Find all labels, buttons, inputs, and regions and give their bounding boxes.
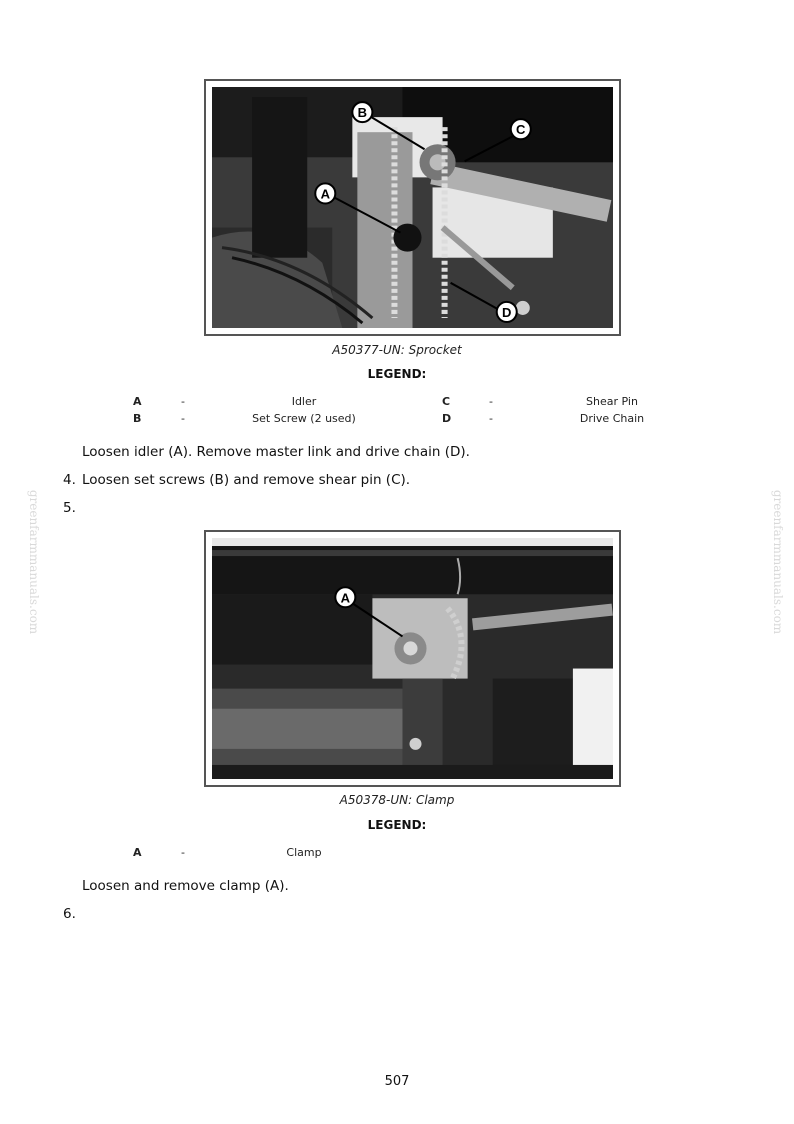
legend-value: Set Screw (2 used) [252, 412, 356, 425]
svg-text:D: D [502, 304, 512, 320]
svg-text:C: C [516, 122, 526, 138]
legend-dash: - [489, 412, 493, 425]
legend-value: Clamp [286, 846, 322, 859]
svg-text:A: A [340, 590, 351, 606]
clamp-photo [212, 538, 613, 779]
svg-text:B: B [357, 105, 368, 121]
legend-key: D [442, 412, 452, 425]
figure2-legend-title: LEGEND: [367, 818, 427, 832]
sprocket-figure [204, 79, 621, 336]
legend-key: A [133, 395, 142, 408]
callout-a [335, 587, 355, 607]
step3-instruction: Loosen idler (A). Remove master link and drive chain (D). [82, 444, 470, 460]
callout-b [352, 102, 372, 122]
legend-dash: - [181, 412, 185, 425]
callout-c [511, 119, 531, 139]
legend-value: Drive Chain [579, 412, 645, 425]
step5-instruction: Loosen and remove clamp (A). [82, 878, 289, 894]
figure2-caption: A50378-UN: Clamp [339, 793, 455, 807]
sprocket-photo [212, 87, 613, 328]
legend-row [0, 395, 794, 411]
legend-dash: - [181, 395, 185, 408]
figure1-legend-title: LEGEND: [367, 367, 427, 381]
legend-dash: - [181, 846, 185, 859]
step6-number: 6. [63, 906, 76, 922]
step4-instruction: Loosen set screws (B) and remove shear pin (C). [82, 472, 411, 488]
legend-value: Shear Pin [586, 395, 638, 408]
legend-value: Idler [291, 395, 317, 408]
watermark-right: greenfarmmanuals.com [771, 489, 786, 635]
step5-number: 5. [63, 500, 76, 516]
figure1-caption: A50377-UN: Sprocket [332, 343, 462, 357]
legend-dash: - [489, 395, 493, 408]
clamp-figure [204, 530, 621, 787]
legend-key: B [133, 412, 142, 425]
callout-a [315, 183, 335, 203]
legend-key: A [133, 846, 142, 859]
svg-text:A: A [320, 186, 330, 202]
step4-number: 4. [63, 472, 76, 488]
page-number: 507 [384, 1074, 410, 1089]
legend-row [0, 846, 794, 862]
legend-row [0, 412, 794, 428]
callout-d [497, 302, 517, 322]
watermark-left: greenfarmmanuals.com [27, 489, 42, 635]
legend-key: C [442, 395, 451, 408]
